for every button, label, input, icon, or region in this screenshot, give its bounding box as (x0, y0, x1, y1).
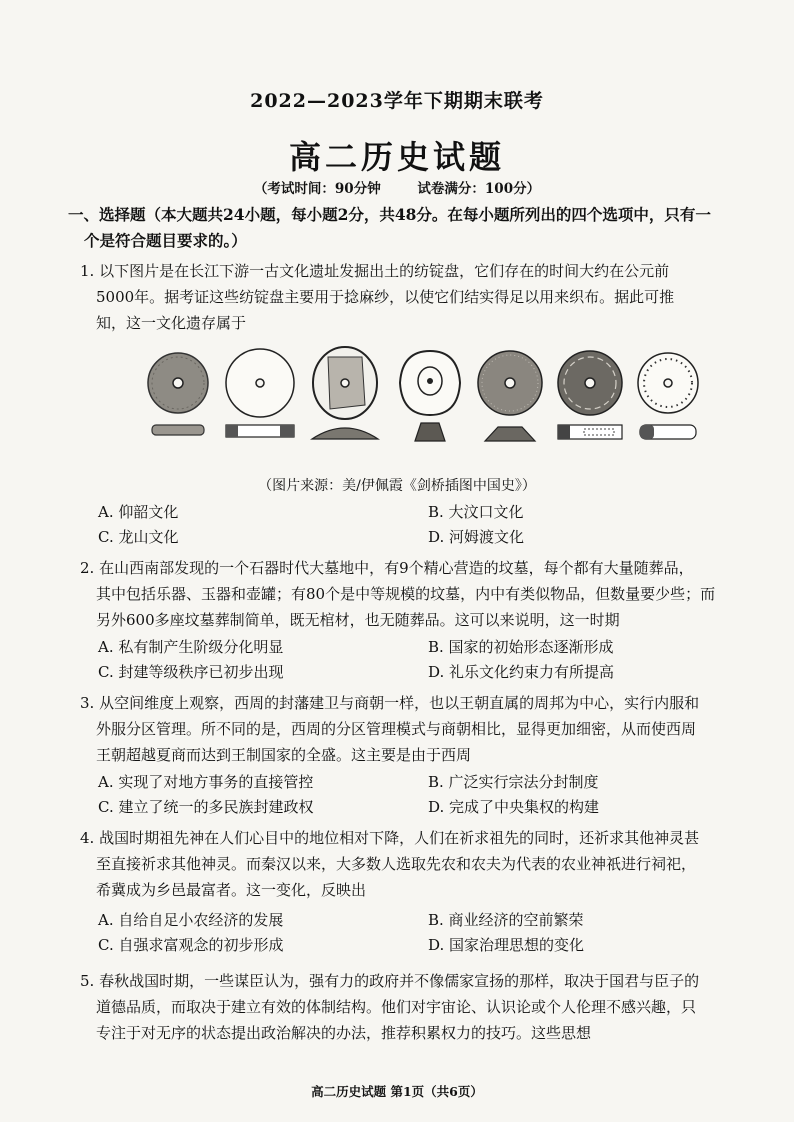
page-footer: 高二历史试题 第1页（共6页） (311, 1084, 483, 1099)
question-line: 王朝超越夏商而达到王制国家的全盛。这主要是由于西周 (96, 746, 472, 764)
question-4-options (98, 908, 758, 958)
question-2 (80, 555, 760, 633)
question-line: 5000年。据考证这些纺锭盘主要用于捻麻纱，以使它们结实得足以用来织布。据此可推 (96, 288, 675, 306)
question-line: 4. 战国时期祖先神在人们心目中的地位相对下降，人们在祈求祖先的同时，还祈求其他神灵甚 (80, 829, 700, 847)
question-3-options (98, 770, 758, 820)
spindle-whorl-4 (400, 351, 460, 441)
option-d: D. 国家治理思想的变化 (428, 936, 585, 954)
question-line: 3. 从空间维度上观察，西周的封藩建卫与商朝一样，也以王朝直属的周邦为中心，实行内服和 (80, 694, 700, 712)
question-line: 至直接祈求其他神灵。而秦汉以来，大多数人选取先农和农夫为代表的农业神祇进行祠祀， (96, 855, 697, 873)
exam-title: 高二历史试题 (288, 138, 505, 176)
question-line: 道德品质，而取决于建立有效的体制结构。他们对宇宙论、认识论或个人伦理不感兴趣，只 (96, 998, 697, 1016)
option-c: C. 建立了统一的多民族封建政权 (98, 798, 314, 816)
question-2-options (98, 635, 758, 685)
question-line: 另外600多座坟墓葬制简单，既无棺材，也无随葬品。这可以来说明，这一时期 (96, 611, 620, 629)
question-3 (80, 690, 760, 768)
option-b: B. 大汶口文化 (428, 503, 524, 521)
option-b: B. 国家的初始形态逐渐形成 (428, 638, 614, 656)
question-1 (80, 258, 760, 336)
question-5 (80, 968, 760, 1046)
option-d: D. 河姆渡文化 (428, 528, 525, 546)
spindle-whorl-3 (312, 347, 378, 439)
spindle-whorl-5 (478, 351, 542, 441)
section-line-2: 个是符合题目要求的。） (84, 231, 247, 250)
option-a: A. 私有制产生阶级分化明显 (98, 638, 284, 656)
question-line: 外服分区管理。所不同的是，西周的分区管理模式与商朝相比，显得更加细密，从而使西周 (96, 720, 697, 738)
section-line-1: 一、选择题（本大题共24小题，每小题2分，共48分。在每小题所列出的四个选项中，只有一 (68, 205, 711, 224)
question-4 (80, 825, 760, 903)
question-line: 希冀成为乡邑最富者。这一变化，反映出 (96, 881, 367, 899)
option-a: A. 自给自足小农经济的发展 (98, 911, 284, 929)
spindle-whorl-2 (226, 349, 294, 437)
option-a: A. 仰韶文化 (98, 503, 179, 521)
spindle-whorl-1 (148, 353, 208, 435)
option-d: D. 完成了中央集权的构建 (428, 798, 600, 816)
spindle-whorl-7 (638, 353, 698, 439)
exam-meta (0, 177, 794, 197)
question-line: 专注于对无序的状态提出政治解决的办法，推荐积累权力的技巧。这些思想 (96, 1024, 592, 1042)
question-line: 2. 在山西南部发现的一个石器时代大墓地中，有9个精心营造的坟墓，每个都有大量随葬品， (80, 559, 694, 577)
question-line: 其中包括乐器、玉器和壶罐；有80个是中等规模的坟墓，内中有类似物品，但数量要少些；而 (96, 585, 716, 603)
option-b: B. 广泛实行宗法分封制度 (428, 773, 599, 791)
question-1-options (98, 500, 758, 550)
exam-name: 2022—2023学年下期期末联考 (250, 90, 544, 112)
exam-score: 试卷满分：100分） (417, 181, 541, 197)
figure-caption: （图片来源：美/伊佩霞《剑桥插图中国史》） (258, 478, 536, 494)
option-c: C. 封建等级秩序已初步出现 (98, 663, 284, 681)
option-c: C. 自强求富观念的初步形成 (98, 936, 284, 954)
question-line: 知，这一文化遗存属于 (96, 314, 247, 332)
option-b: B. 商业经济的空前繁荣 (428, 911, 584, 929)
exam-time: （考试时间：90分钟 (253, 181, 381, 197)
option-a: A. 实现了对地方事务的直接管控 (98, 773, 314, 791)
question-line: 1. 以下图片是在长江下游一古文化遗址发掘出土的纺锭盘，它们存在的时间大约在公元前 (80, 262, 670, 280)
spindle-whorl-figure (140, 345, 700, 465)
option-c: C. 龙山文化 (98, 528, 179, 546)
question-line: 5. 春秋战国时期，一些谋臣认为，强有力的政府并不像儒家宣扬的那样，取决于国君与臣子的 (80, 972, 700, 990)
section-header (68, 202, 748, 254)
spindle-whorl-6 (558, 351, 622, 439)
option-d: D. 礼乐文化约束力有所提高 (428, 663, 615, 681)
